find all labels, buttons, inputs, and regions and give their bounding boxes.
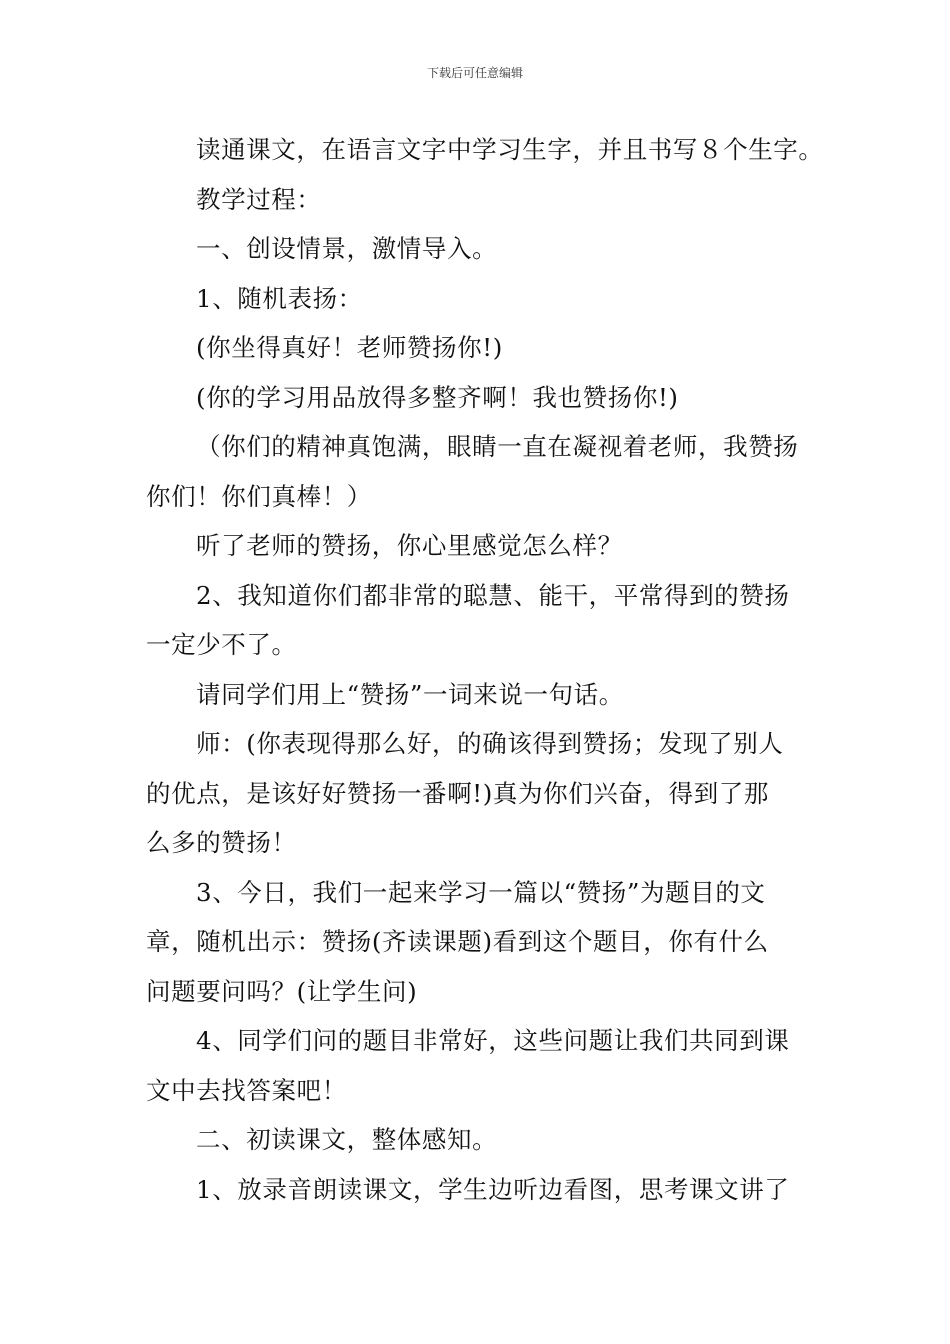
text-line: 一定少不了。 [146, 630, 297, 659]
paragraph [146, 323, 810, 373]
paragraph [146, 719, 810, 868]
text-line: 问题要问吗？(让学生问) [146, 976, 418, 1006]
paragraph [146, 125, 824, 175]
text-line: 二、初读课文，整体感知。 [196, 1125, 498, 1154]
text-line: 请同学们用上“赞扬”一词来说一句话。 [196, 679, 624, 709]
paragraph [146, 521, 810, 571]
page-header: 下载后可任意编辑 [426, 66, 523, 80]
text-line: 1、随机表扬： [196, 283, 363, 313]
text-line: 师：(你表现得那么好，的确该得到赞扬；发现了别人 [196, 729, 784, 758]
text-line: 读通课文，在语言文字中学习生字，并且书写８个生字。 [196, 135, 824, 164]
paragraph [146, 571, 810, 670]
paragraph [146, 175, 810, 225]
paragraph [146, 373, 810, 423]
text-line: 2、我知道你们都非常的聪慧、能干，平常得到的赞扬 [196, 580, 790, 610]
text-line: 听了老师的赞扬，你心里感觉怎么样？ [196, 531, 623, 560]
text-line: (你的学习用品放得多整齐啊！我也赞扬你!) [196, 382, 679, 412]
text-line: 1、放录音朗读课文，学生边听边看图，思考课文讲了 [196, 1174, 790, 1204]
paragraph [146, 422, 810, 521]
text-line: 一、创设情景，激情导入。 [196, 234, 498, 263]
text-line: 你们！你们真棒！） [146, 481, 372, 511]
paragraph [146, 224, 810, 274]
paragraph [146, 274, 810, 324]
document-body [146, 125, 824, 1214]
text-line: 章，随机出示：赞扬(齐读课题)看到这个题目，你有什么 [146, 927, 769, 956]
paragraph [146, 868, 810, 1017]
paragraph [146, 670, 810, 720]
paragraph [146, 1115, 810, 1165]
text-line: (你坐得真好！老师赞扬你!) [196, 333, 503, 362]
text-line: （你们的精神真饱满，眼睛一直在凝视着老师，我赞扬 [196, 432, 799, 461]
text-line: 的优点，是该好好赞扬一番啊!)真为你们兴奋，得到了那 [146, 778, 770, 808]
text-line: 么多的赞扬！ [146, 828, 297, 857]
paragraph [146, 1165, 810, 1215]
text-line: 文中去找答案吧！ [146, 1075, 347, 1105]
text-line: 教学过程： [196, 184, 322, 214]
paragraph [146, 1016, 810, 1115]
text-line: 4、同学们问的题目非常好，这些问题让我们共同到课 [196, 1026, 790, 1055]
text-line: 3、今日，我们一起来学习一篇以“赞扬”为题目的文 [196, 877, 766, 907]
